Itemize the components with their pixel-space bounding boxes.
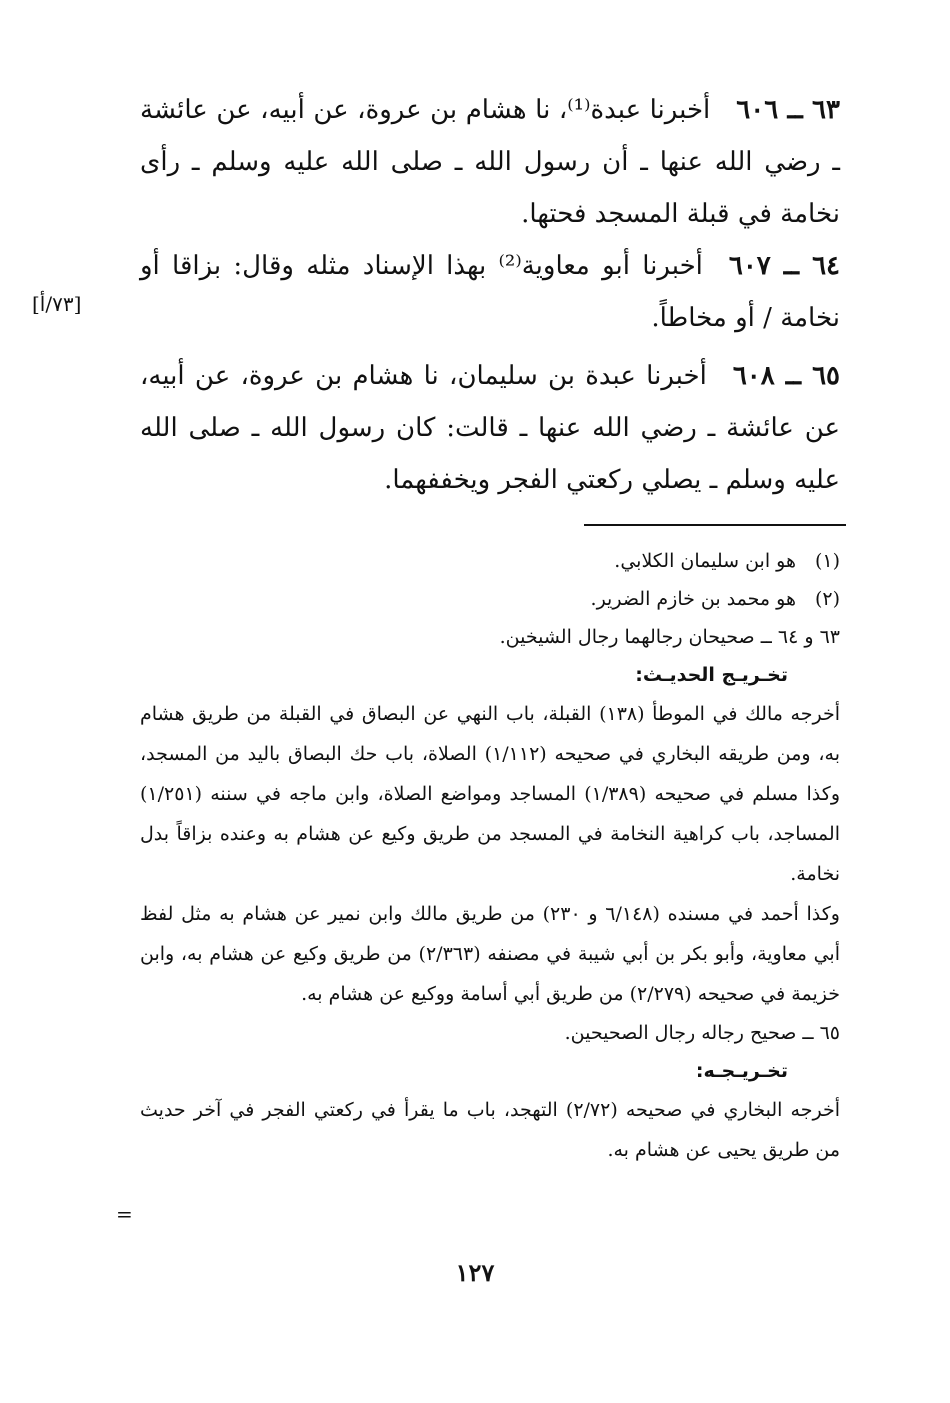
takhrij-paragraph: أخرجه مالك في الموطأ (١٣٨) القبلة، باب النهي عن البصاق في القبلة من طريق هشام به، ومن طريقه البخاري في صحيحه (١/١١٢) الصلاة، باب حك البصاق باليد من المسجد، وكذا مسلم في صحيحه (١/٣٨٩) المساجد ومواضع الصلاة، وابن ماجه في سننه (١/٢٥١) المساجد، باب كراهية النخامة في المسجد من طريق وكيع عن هشام به وعنده بزاقاً بدل نخامة. [140,703,840,885]
page-number: ١٢٧ [455,1258,495,1287]
hadith-number: ٦٥ ــ ٦٠٨ [732,361,841,391]
footnote-text: هو محمد بن خازم الضرير. [590,588,796,610]
hadith-text: أخبرنا أبو معاوية⁽²⁾ بهذا الإسناد مثله وقال: بزاقا أو نخامة / أو مخاطاً. [140,251,840,333]
footnotes-section [140,542,840,1170]
footnote-separator [584,524,846,526]
hadith-65 [140,350,840,506]
hadith-text: أخبرنا عبدة بن سليمان، نا هشام بن عروة، عن أبيه، عن عائشة ـ رضي الله عنها ـ قالت: كان رسول الله ـ صلى الله عليه وسلم ـ يصلي ركعتي الفجر ويخففهما. [140,361,840,495]
manuscript-folio-marker: [٧٣/أ] [32,292,82,316]
footnote-text: هو ابن سليمان الكلابي. [614,550,796,572]
continuation-marker: = [116,1202,133,1226]
takhrij-paragraph: وكذا أحمد في مسنده (٦/١٤٨ و ٢٣٠) من طريق مالك وابن نمير عن هشام به مثل لفظ أبي معاوية، وأبو بكر بن أبي شيبة في مصنفه (٢/٣٦٣) من طريق وكيع عن هشام به، وابن خزيمة في صحيحه (٢/٢٧٩) من طريق أبي أسامة ووكيع عن هشام به. [140,903,840,1005]
hadith-63 [140,84,840,240]
footnote-1 [140,542,840,580]
footnote-number: (١) [814,550,840,572]
takhrij-paragraph: أخرجه البخاري في صحيحه (٢/٧٢) التهجد، باب ما يقرأ في ركعتي الفجر في آخر حديث من طريق يحيى عن هشام به. [140,1099,840,1161]
grading-63-64: ٦٣ و ٦٤ ــ صحيحان رجالهما رجال الشيخين. [499,626,840,648]
hadith-number: ٦٣ ــ ٦٠٦ [736,95,840,125]
takhrij-heading: تخـريـجـه: [695,1060,788,1082]
hadith-64 [140,240,840,344]
grading-65: ٦٥ ــ صحيح رجاله رجال الصحيحين. [564,1022,840,1044]
hadith-text: أخبرنا عبدة⁽¹⁾، نا هشام بن عروة، عن أبيه، عن عائشة ـ رضي الله عنها ـ أن رسول الله ـ صلى الله عليه وسلم ـ رأى نخامة في قبلة المسجد فحتها. [140,95,840,229]
footnote-number: (٢) [814,588,840,610]
hadith-number: ٦٤ ــ ٦٠٧ [728,251,841,281]
footnote-2 [140,580,840,618]
takhrij-heading: تخـريـج الحديـث: [635,664,788,686]
